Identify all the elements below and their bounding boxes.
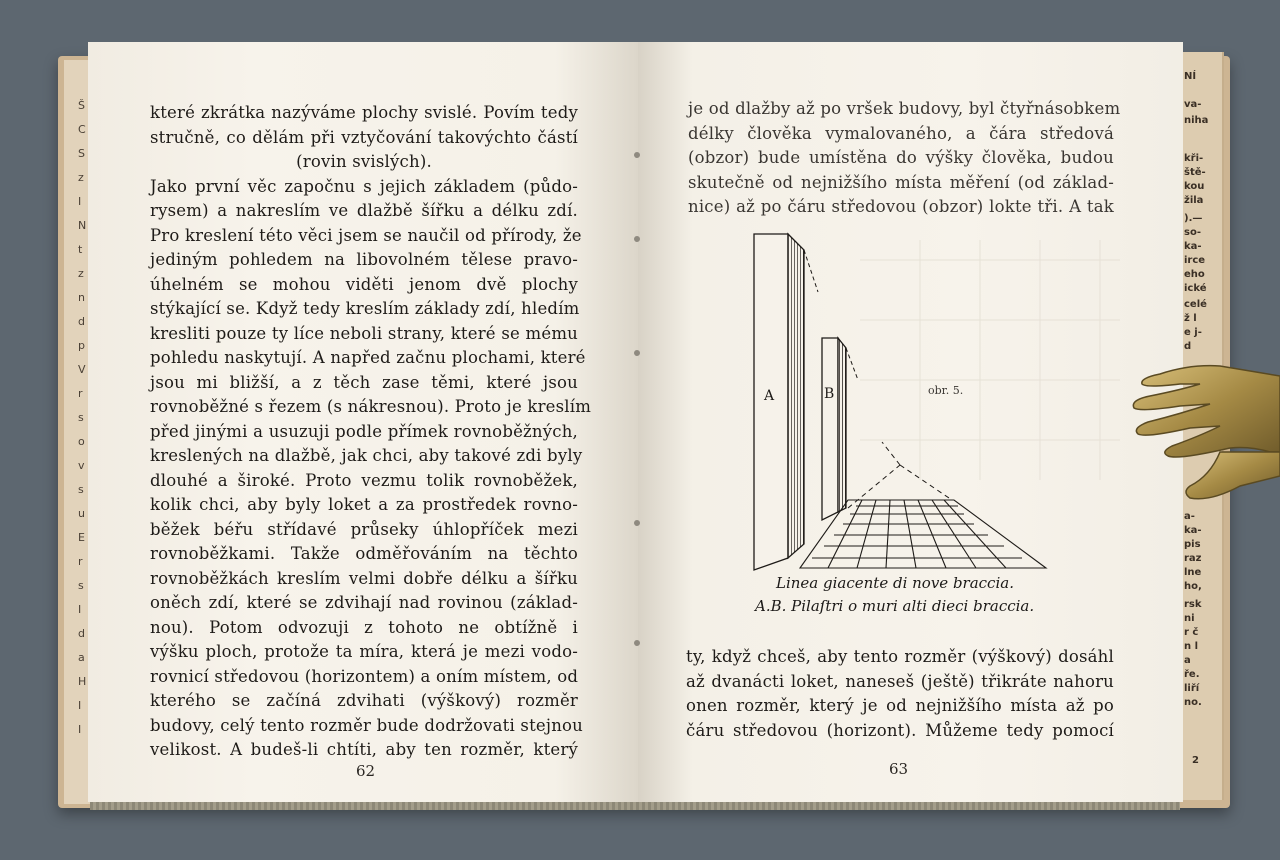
figure-caption-line-1: Linea giacente di nove braccia. bbox=[776, 574, 1014, 592]
right-page-top-text bbox=[688, 97, 1121, 220]
left-page-body-text bbox=[150, 101, 592, 763]
underlying-text-fragment: eho bbox=[1184, 269, 1205, 280]
underlying-text-fragment: so- bbox=[1184, 227, 1201, 238]
text-line: délky člověka vymalovaného, a čára středová bbox=[688, 123, 1114, 143]
underlying-text-fragment: I bbox=[78, 699, 82, 712]
underlying-text-fragment: I bbox=[78, 723, 82, 736]
brass-hand-page-holder bbox=[1120, 356, 1280, 516]
underlying-text-fragment: r bbox=[78, 555, 83, 568]
text-line: jediným pohledem na libovolném tělese pravo- bbox=[150, 250, 578, 269]
underlying-text-fragment: kři- bbox=[1184, 153, 1204, 164]
figure-caption-line-2: A.B. Pilaſtri o muri alti dieci braccia. bbox=[755, 597, 1035, 615]
underlying-text-fragment: NÍ bbox=[1184, 71, 1197, 82]
wall-a-side bbox=[788, 234, 804, 558]
underlying-text-fragment: s bbox=[78, 579, 84, 592]
text-line: běžek béřu střídavé průseky úhlopříček mezi bbox=[150, 519, 578, 539]
binding-stitch bbox=[634, 236, 640, 242]
text-line: budovy, celý tento rozměr bude dodržovati stejnou bbox=[150, 715, 583, 735]
underlying-text-fragment: E bbox=[78, 531, 85, 544]
vanishing-lines bbox=[848, 442, 952, 508]
underlying-text-fragment: a bbox=[1184, 655, 1191, 666]
underlying-text-fragment: s bbox=[78, 483, 84, 496]
underlying-text-fragment: ni bbox=[1184, 613, 1195, 624]
text-line: jsou mi bližší, a z těch zase těmi, které jsou bbox=[150, 372, 578, 392]
underlying-text-fragment: lne bbox=[1184, 567, 1202, 578]
text-line: rovnoběžkách kreslím velmi dobře délku a šířku bbox=[150, 568, 578, 588]
underlying-text-fragment: ště- bbox=[1184, 167, 1206, 178]
wall-b-side bbox=[838, 338, 846, 512]
text-line: které zkrátka nazýváme plochy svislé. Povím tedy bbox=[150, 103, 578, 122]
text-line: stručně, co dělám při vztyčování takovýchto částí bbox=[150, 127, 578, 147]
text-line: skutečně od nejnižšího místa měření (od základ- bbox=[688, 172, 1114, 192]
underlying-text-fragment: d bbox=[78, 627, 85, 640]
text-line: nice) až po čáru středovou (obzor) lokte tři. A tak bbox=[688, 197, 1114, 216]
text-line: (obzor) bude umístěna do výšky člověka, budou bbox=[688, 148, 1114, 167]
underlying-text-fragment: C bbox=[78, 123, 86, 136]
underlying-text-fragment: irce bbox=[1184, 255, 1206, 266]
text-line: ty, když chceš, aby tento rozměr (výškový) dosáhl bbox=[686, 647, 1114, 666]
underlying-text-fragment: ).— bbox=[1184, 213, 1203, 224]
underlying-text-fragment: ž l bbox=[1184, 313, 1197, 324]
text-line: rovnicí středovou (horizontem) a oním místem, od bbox=[150, 666, 579, 686]
underlying-text-fragment: z bbox=[78, 267, 84, 280]
underlying-text-fragment: ka- bbox=[1184, 241, 1202, 252]
binding-stitch bbox=[634, 152, 640, 158]
perspective-figure bbox=[740, 220, 1120, 620]
underlying-text-fragment: n l bbox=[1184, 641, 1199, 652]
binding-stitch bbox=[634, 640, 640, 646]
text-line: čáru středovou (horizont). Můžeme tedy pomocí bbox=[686, 720, 1114, 740]
underlying-text-fragment: a- bbox=[1184, 511, 1195, 522]
underlying-text-fragment: pis bbox=[1184, 539, 1201, 550]
underlying-text-fragment: v bbox=[78, 459, 85, 472]
binding-stitch bbox=[634, 520, 640, 526]
underlying-text-fragment: e j- bbox=[1184, 327, 1202, 338]
text-line: úhelném se mohou viděti jenom dvě plochy bbox=[150, 274, 578, 294]
underlying-text-fragment: V bbox=[78, 363, 86, 376]
underlying-text-fragment: d bbox=[78, 315, 85, 328]
text-line: velikost. A budeš-li chtíti, aby ten rozměr, který bbox=[150, 740, 578, 759]
underlying-text-fragment: va- bbox=[1184, 99, 1202, 110]
binding-stitch bbox=[634, 350, 640, 356]
figure-label: obr. 5. bbox=[928, 384, 964, 397]
underlying-text-fragment: u bbox=[78, 507, 85, 520]
underlying-text-fragment: ické bbox=[1184, 283, 1207, 294]
underlying-text-fragment: s bbox=[78, 411, 84, 424]
underlying-text-fragment: d bbox=[1184, 341, 1192, 352]
underlying-text-fragment: žila bbox=[1184, 195, 1204, 206]
right-page-bottom-text bbox=[686, 645, 1114, 743]
text-line: výšku ploch, protože ta míra, která je mezi vodo- bbox=[150, 642, 578, 661]
underlying-text-fragment: H bbox=[78, 675, 87, 688]
text-line: oněch zdí, které se zdvihají nad rovinou (základ- bbox=[150, 593, 578, 612]
text-line: Pro kreslení této věci jsem se naučil od přírody, že bbox=[150, 225, 582, 245]
underlying-text-fragment: kou bbox=[1184, 181, 1205, 192]
text-line: kterého se začíná zdvihati (výškový) rozměr bbox=[150, 691, 578, 710]
underlying-text-fragment: raz bbox=[1184, 553, 1202, 564]
text-line: nou). Potom odvozuji z tohoto ne obtížně i bbox=[150, 617, 578, 637]
text-line: před jinými a usuzuji podle přímek rovnoběžných, bbox=[150, 421, 578, 441]
wall-a-label: A bbox=[764, 388, 775, 404]
text-line: Jako první věc započnu s jejich základem (půdo- bbox=[150, 176, 578, 196]
text-line: rovnoběžkami. Takže odměřováním na těchto bbox=[150, 544, 578, 563]
underlying-text-fragment: ře. bbox=[1184, 669, 1200, 680]
underlying-text-fragment: z bbox=[78, 171, 84, 184]
wall-b-label: B bbox=[824, 386, 835, 402]
underlying-text-fragment: rsk bbox=[1184, 599, 1202, 610]
underlying-text-fragment: N bbox=[78, 219, 87, 232]
underlying-text-fragment: ho, bbox=[1184, 581, 1202, 592]
underlying-text-fragment: o bbox=[78, 435, 85, 448]
underlying-text-fragment: a bbox=[78, 651, 85, 664]
left-page-number: 62 bbox=[356, 762, 376, 780]
underlying-text-fragment: r č bbox=[1184, 627, 1199, 638]
text-line: kolik chci, aby byly loket a za prostředek rovno- bbox=[150, 495, 578, 514]
underlying-text-fragment: liří bbox=[1184, 683, 1200, 694]
underlying-text-fragment: niha bbox=[1184, 115, 1209, 126]
underlying-text-fragment: celé bbox=[1184, 299, 1207, 310]
underlying-text-fragment: Š bbox=[78, 99, 85, 112]
underlying-text-fragment: no. bbox=[1184, 697, 1202, 708]
underlying-text-fragment: S bbox=[78, 147, 85, 160]
text-line: dlouhé a široké. Proto vezmu tolik rovnoběžek, bbox=[150, 470, 578, 490]
underlying-text-fragment: t bbox=[78, 243, 83, 256]
underlying-text-fragment: r bbox=[78, 387, 83, 400]
right-page-number: 63 bbox=[889, 760, 909, 778]
wall-b bbox=[822, 338, 838, 520]
text-line: až dvanácti loket, naneseš (ještě) třikráte nahoru bbox=[686, 671, 1114, 691]
underlying-text-fragment: 2 bbox=[1192, 755, 1199, 766]
text-line: je od dlažby až po vršek budovy, byl čtyřnásobkem bbox=[688, 99, 1121, 118]
text-line: pohledu naskytují. A napřed začnu plochami, které bbox=[150, 348, 586, 367]
text-line: rovnoběžné s řezem (s nákresnou). Proto je kreslím bbox=[150, 397, 592, 416]
underlying-text-fragment: ka- bbox=[1184, 525, 1202, 536]
underlying-text-fragment: n bbox=[78, 291, 85, 304]
text-line: kreslených na dlažbě, jak chci, aby takové zdi byly bbox=[150, 446, 583, 465]
text-line: onen rozměr, který je od nejnižšího místa až po bbox=[686, 696, 1114, 715]
text-line: stýkající se. Když tedy kreslím základy zdí, hledím bbox=[150, 299, 580, 318]
underlying-text-fragment: I bbox=[78, 195, 82, 208]
text-line: (rovin svislých). bbox=[296, 152, 432, 171]
underlying-text-fragment: I bbox=[78, 603, 82, 616]
text-line: rysem) a nakreslím ve dlažbě šířku a délku zdí. bbox=[150, 201, 578, 220]
text-line: kresliti pouze ty líce neboli strany, které se mému bbox=[150, 323, 578, 343]
underlying-text-fragment: p bbox=[78, 339, 85, 352]
